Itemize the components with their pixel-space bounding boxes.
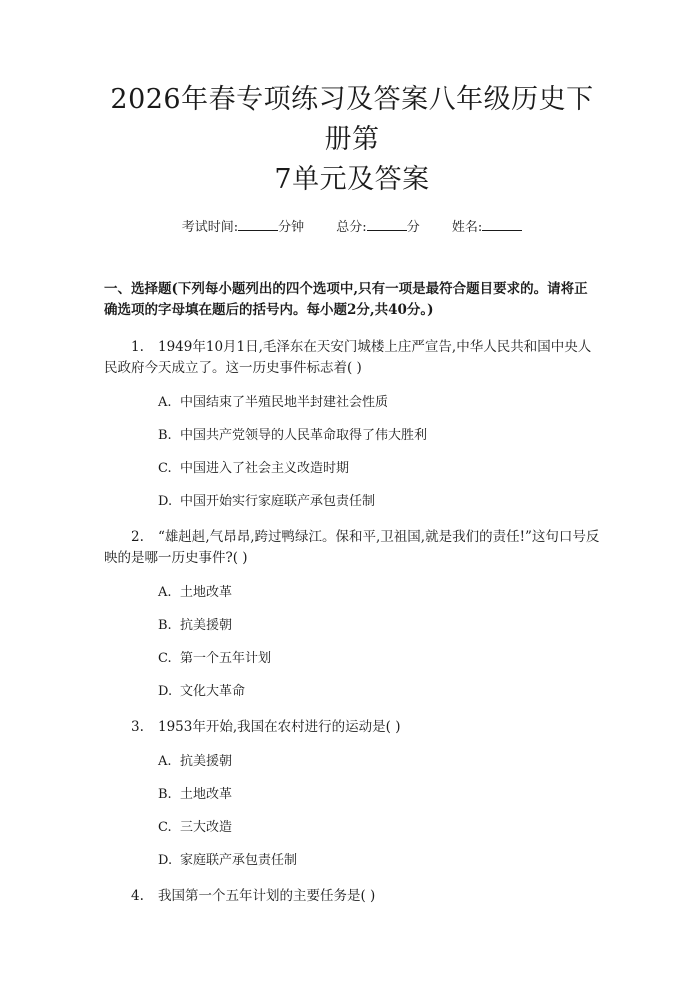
total-score-unit: 分 — [406, 220, 420, 235]
option-letter: C. — [158, 461, 172, 476]
question-stem — [104, 717, 600, 738]
total-score-field — [336, 218, 419, 237]
option-letter: C. — [158, 651, 172, 666]
section-heading: 一、选择题(下列每小题列出的四个选项中,只有一项是最符合题目要求的。请将正确选项的字母填在题后的括号内。每小题2分,共40分。) — [104, 281, 588, 318]
answer-option — [104, 752, 600, 771]
exam-time-label: 考试时间: — [181, 220, 239, 235]
exam-time-unit: 分钟 — [278, 220, 305, 235]
answer-option — [104, 616, 600, 635]
exam-time-blank — [238, 218, 278, 231]
exam-time-field — [182, 218, 304, 237]
option-letter: B. — [158, 618, 172, 633]
option-text: 中国进入了社会主义改造时期 — [180, 461, 350, 476]
option-list — [104, 393, 600, 511]
question-stem — [104, 527, 600, 569]
question-text: “雄赳赳,气昂昂,跨过鸭绿江。保和平,卫祖国,就是我们的责任!”这句口号反映的是哪一历史事件?( ) — [104, 529, 600, 566]
name-field — [452, 218, 522, 237]
name-blank — [482, 218, 522, 231]
option-letter: D. — [158, 853, 173, 868]
question-stem — [104, 337, 600, 379]
question-text: 我国第一个五年计划的主要任务是( ) — [158, 888, 376, 904]
question-text: 1949年10月1日,毛泽东在天安门城楼上庄严宣告,中华人民共和国中央人民政府今天成立了。这一历史事件标志着( ) — [104, 339, 592, 376]
total-score-label: 总分: — [336, 220, 367, 235]
question-number: 2. — [131, 529, 144, 545]
answer-option — [104, 851, 600, 870]
option-letter: A. — [158, 585, 172, 600]
question-stem — [104, 886, 600, 907]
option-list — [104, 583, 600, 701]
option-letter: D. — [158, 494, 173, 509]
answer-option — [104, 649, 600, 668]
option-text: 三大改造 — [180, 820, 233, 835]
option-letter: A. — [158, 395, 172, 410]
question-text: 1953年开始,我国在农村进行的运动是( ) — [158, 719, 401, 735]
question-item — [104, 886, 600, 907]
title-line-2: 7单元及答案 — [274, 164, 430, 195]
question-item — [104, 527, 600, 701]
answer-option — [104, 583, 600, 602]
question-item — [104, 717, 600, 870]
option-text: 家庭联产承包责任制 — [180, 853, 298, 868]
total-score-blank — [367, 218, 407, 231]
answer-option — [104, 785, 600, 804]
option-text: 抗美援朝 — [180, 754, 233, 769]
option-text: 中国共产党领导的人民革命取得了伟大胜利 — [180, 428, 428, 443]
option-letter: A. — [158, 754, 172, 769]
answer-option — [104, 426, 600, 445]
answer-option — [104, 492, 600, 511]
question-list — [104, 337, 600, 907]
option-letter: B. — [158, 428, 172, 443]
option-text: 第一个五年计划 — [180, 651, 272, 666]
answer-option — [104, 393, 600, 412]
exam-info-bar — [104, 218, 600, 237]
title-line-1: 2026年春专项练习及答案八年级历史下册第 — [110, 84, 594, 155]
option-text: 土地改革 — [180, 787, 233, 802]
option-text: 文化大革命 — [180, 684, 246, 699]
question-number: 4. — [131, 888, 144, 904]
option-letter: B. — [158, 787, 172, 802]
option-text: 抗美援朝 — [180, 618, 233, 633]
option-text: 中国开始实行家庭联产承包责任制 — [180, 494, 376, 509]
question-number: 3. — [131, 719, 144, 735]
option-text: 土地改革 — [180, 585, 233, 600]
option-text: 中国结束了半殖民地半封建社会性质 — [180, 395, 389, 410]
option-list — [104, 752, 600, 870]
answer-option — [104, 459, 600, 478]
question-number: 1. — [131, 339, 144, 355]
option-letter: C. — [158, 820, 172, 835]
answer-option — [104, 682, 600, 701]
document-page — [0, 80, 700, 985]
document-title — [104, 80, 600, 200]
name-label: 姓名: — [451, 220, 483, 235]
option-letter: D. — [158, 684, 173, 699]
answer-option — [104, 818, 600, 837]
question-item — [104, 337, 600, 511]
